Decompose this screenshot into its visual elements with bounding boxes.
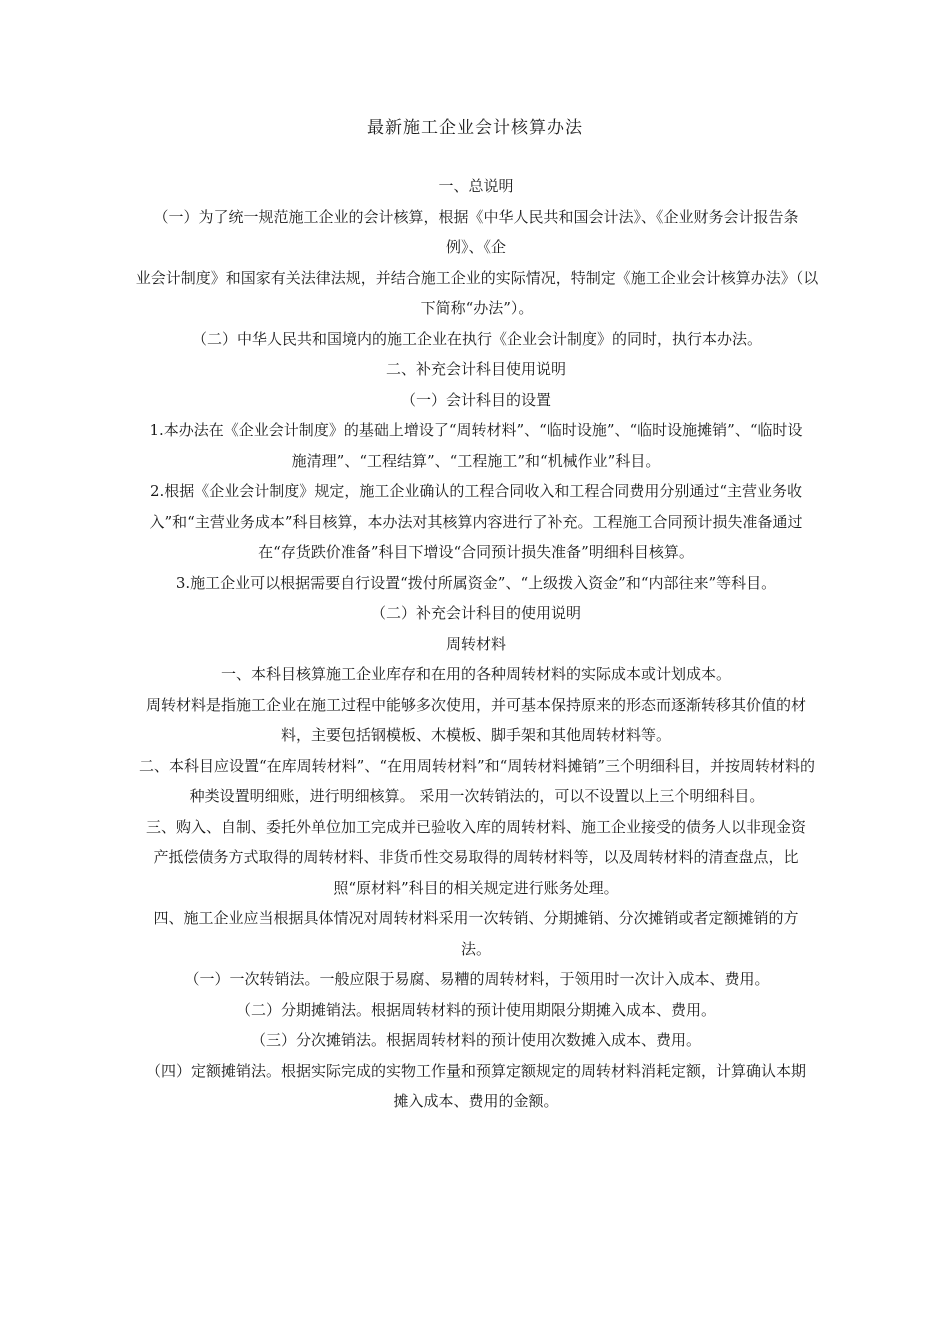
paragraph-purpose-part2: 业会计制度》和国家有关法律法规，并结合施工企业的实际情况，特制定《施工企业会计核算办法》（以下简称“办法”）。 (135, 268, 819, 317)
paragraph-purpose-part1: （一）为了统一规范施工企业的会计核算，根据《中华人民共和国会计法》、《企业财务会计报告条例》、《企 (153, 207, 799, 256)
paragraph-item-1: 1.本办法在《企业会计制度》的基础上增设了“周转材料”、“临时设施”、“临时设施摊销”、“临时设施清理”、“工程结算”、“工程施工”和“机械作业”科目。 (149, 421, 803, 470)
subheading-usage-notes: （二）补充会计科目的使用说明 (370, 604, 581, 622)
paragraph-rule-2: 二、本科目应设置“在库周转材料”、“在用周转材料”和“周转材料摊销”三个明细科目，并按周转材料的种类设置明细账，进行明细核算。 采用一次转销法的，可以不设置以上三个明细科目。 (138, 756, 815, 805)
paragraph-rule-3: 三、购入、自制、委托外单位加工完成并已验收入库的周转材料、施工企业接受的债务人以非现金资产抵偿债务方式取得的周转材料、非货币性交易取得的周转材料等，以及周转材料的清查盘点，比照“原材料”科目的相关规定进行账务处理。 (145, 817, 806, 897)
paragraph-item-3: 3.施工企业可以根据需要自行设置“拨付所属资金”、“上级拨入资金”和“内部往来”等科目。 (175, 573, 777, 592)
document-body (135, 171, 819, 1117)
paragraph-method-1: （一）一次转销法。一般应限于易腐、易糟的周转材料，于领用时一次计入成本、费用。 (184, 970, 770, 988)
subheading-account-setup: （一）会计科目的设置 (400, 390, 551, 409)
subheading-revolving-materials: 周转材料 (445, 634, 506, 653)
paragraph-method-3: （三）分次摊销法。根据周转材料的预计使用次数摊入成本、费用。 (250, 1031, 701, 1049)
paragraph-definition: 周转材料是指施工企业在施工过程中能够多次使用，并可基本保持原来的形态而逐渐转移其价值的材料，主要包括钢模板、木模板、脚手架和其他周转材料等。 (145, 695, 806, 744)
paragraph-method-2: （二）分期摊销法。根据周转材料的预计使用期限分期摊入成本、费用。 (235, 1000, 716, 1019)
paragraph-item-2: 2.根据《企业会计制度》规定，施工企业确认的工程合同收入和工程合同费用分别通过“主营业务收入”和“主营业务成本”科目核算，本办法对其核算内容进行了补充。工程施工合同预计损失准备通过在“存货跌价准备”科目下增设“合同预计损失准备”明细科目核算。 (149, 482, 803, 561)
paragraph-rule-1: 一、本科目核算施工企业库存和在用的各种周转材料的实际成本或计划成本。 (220, 665, 731, 683)
document-title: 最新施工企业会计核算办法 (367, 118, 583, 138)
paragraph-rule-4: 四、施工企业应当根据具体情况对周转材料采用一次转销、分期摊销、分次摊销或者定额摊销的方法。 (153, 909, 799, 958)
paragraph-scope: （二）中华人民共和国境内的施工企业在执行《企业会计制度》的同时，执行本办法。 (191, 329, 762, 348)
section-heading-general: 一、总说明 (438, 177, 514, 195)
section-heading-supplementary: 二、补充会计科目使用说明 (385, 360, 566, 378)
paragraph-method-4: （四）定额摊销法。根据实际完成的实物工作量和预算定额规定的周转材料消耗定额，计算确认本期摊入成本、费用的金额。 (145, 1061, 806, 1110)
